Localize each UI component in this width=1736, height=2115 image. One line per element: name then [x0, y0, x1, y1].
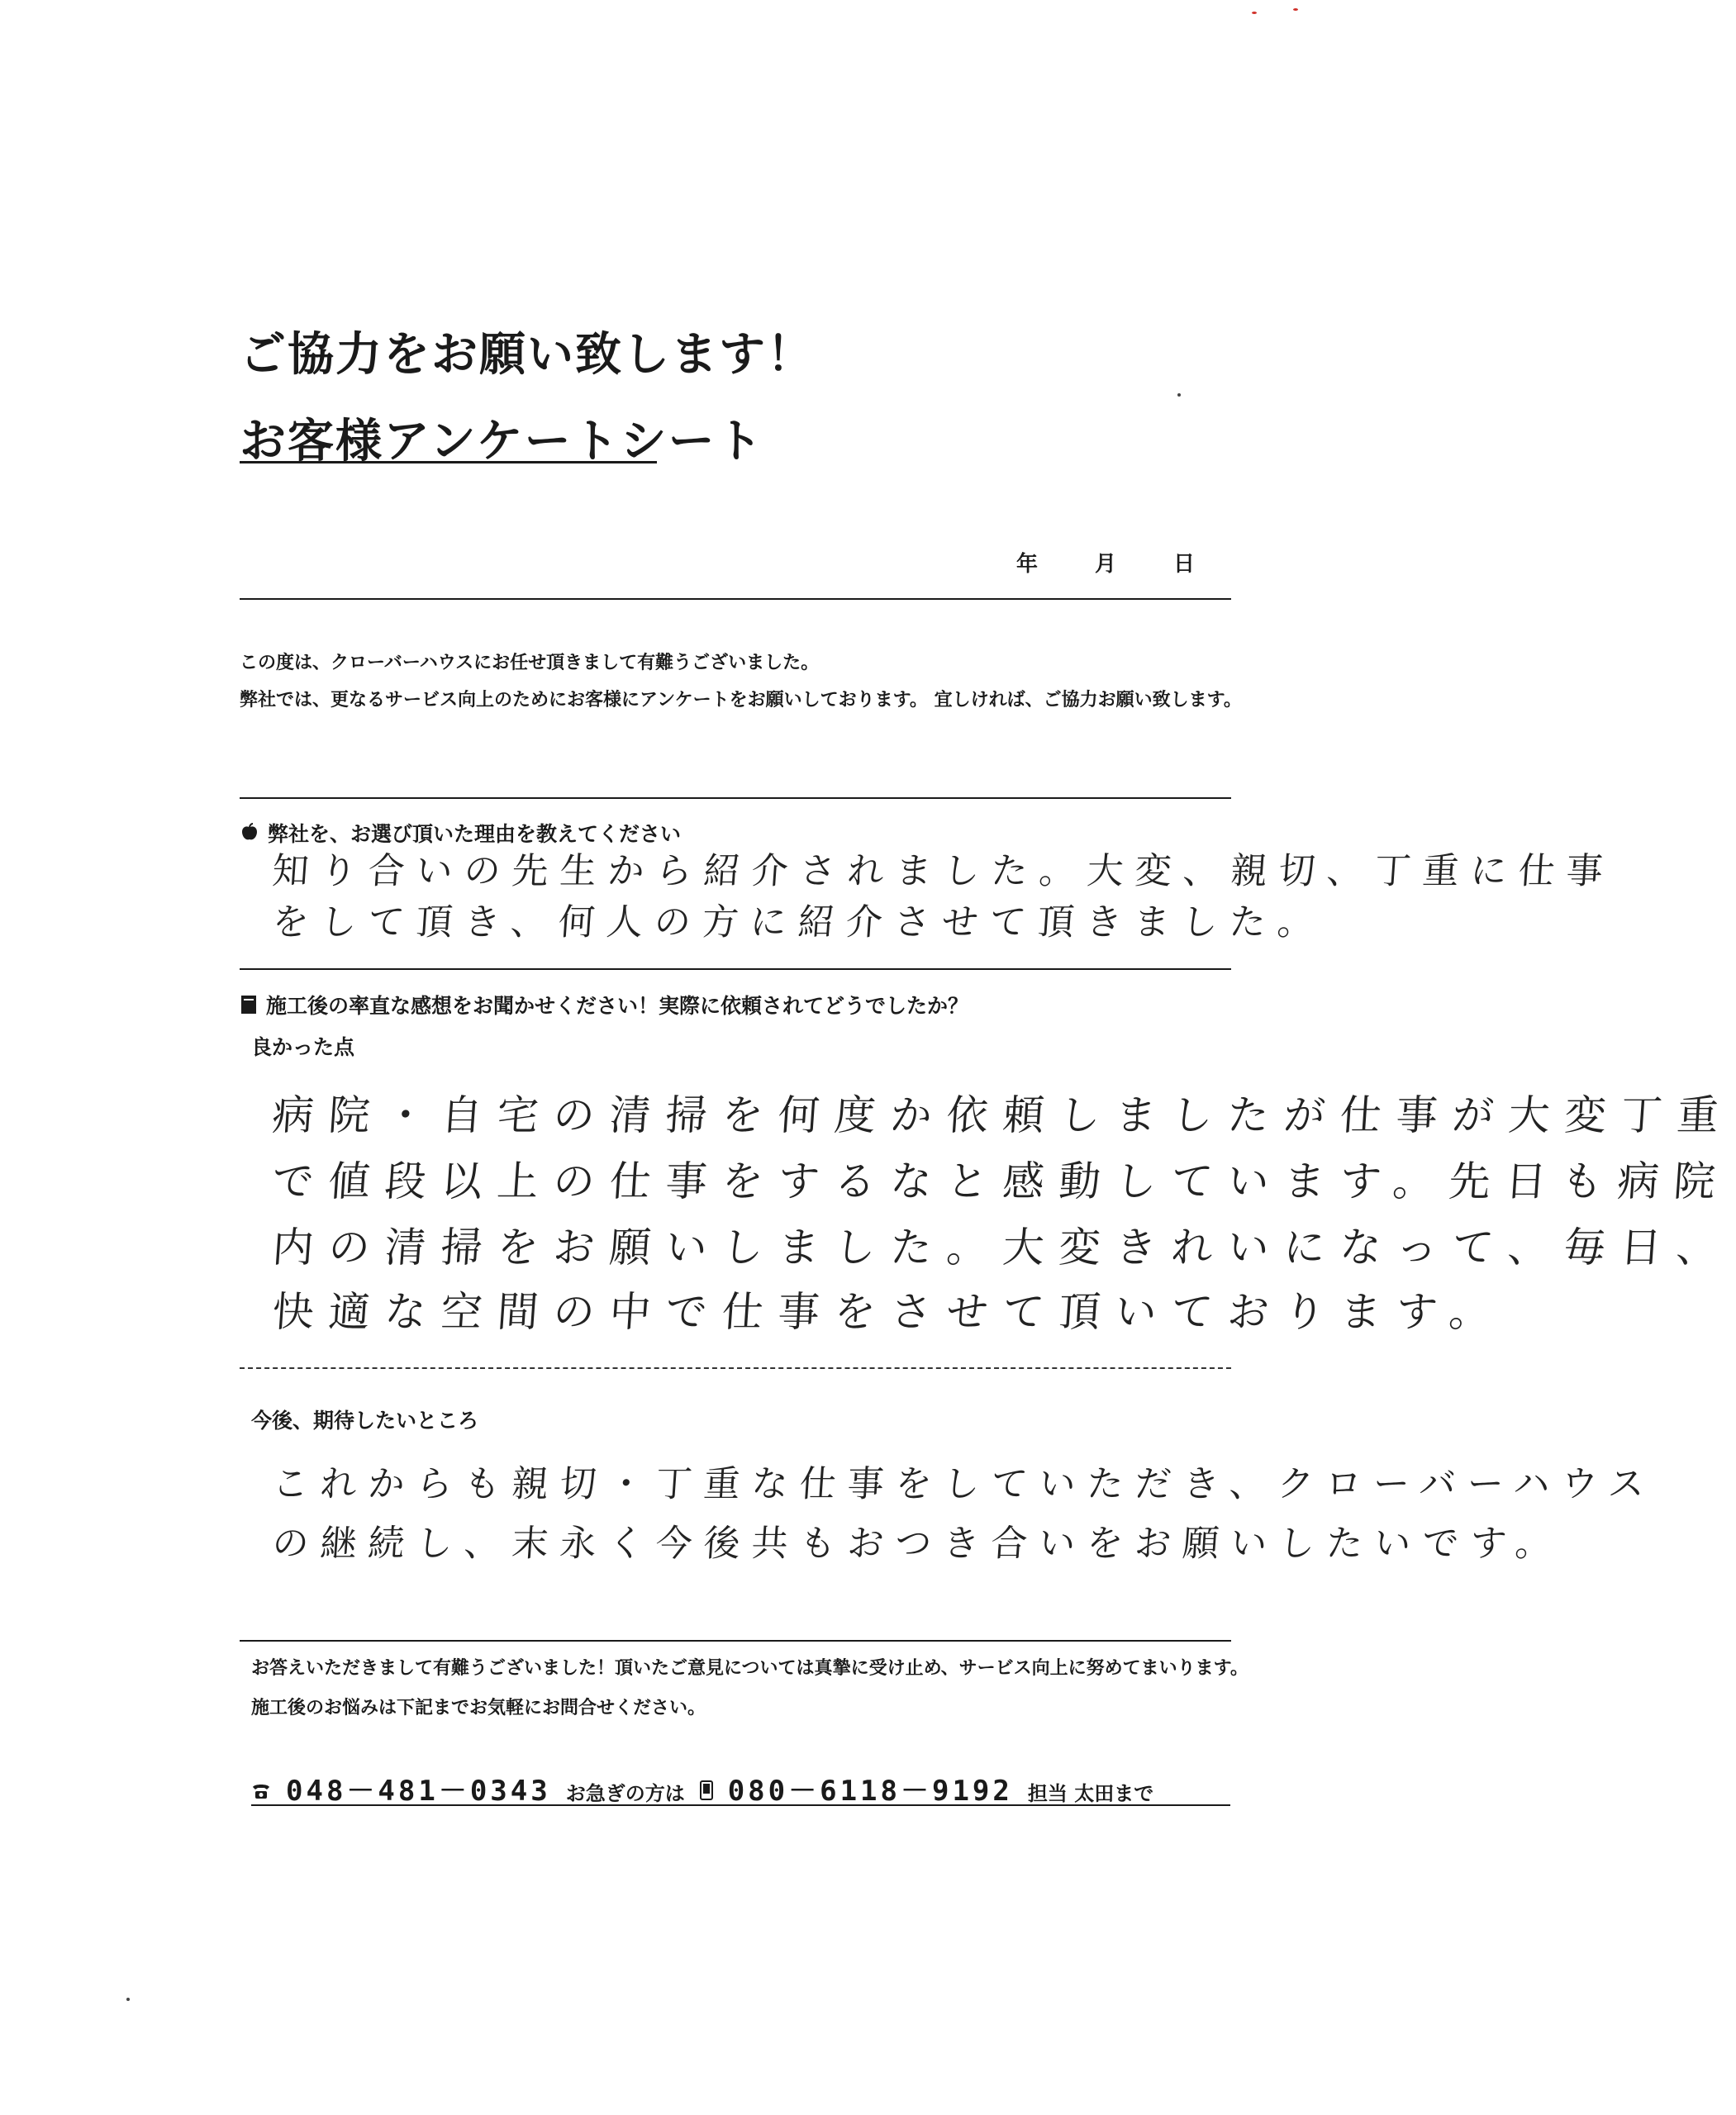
scan-speck — [1177, 393, 1181, 397]
section-divider — [240, 968, 1231, 970]
scan-speck — [1252, 12, 1257, 14]
survey-title-line2: お客様アンケートシート — [240, 415, 764, 468]
urgent-label: お急ぎの方は — [565, 1782, 685, 1805]
scan-speck — [126, 1998, 130, 2001]
q1-answer-line1: 知り合いの先生から紹介されました。大変、親切、丁重に仕事 — [270, 850, 1616, 892]
q1-question: 弊社を、お選び頂いた理由を教えてください — [268, 822, 682, 846]
date-month-label: 月 — [1095, 552, 1117, 577]
intro-line1: この度は、クローバーハウスにお任せ頂きまして有難うございました。 — [240, 653, 820, 673]
footer-divider — [240, 1640, 1231, 1642]
contact-underline — [251, 1804, 1230, 1806]
dashed-divider — [240, 1367, 1231, 1369]
intro-line2: 弊社では、更なるサービス向上のためにお客様にアンケートをお願いしております。 宜しければ、ご協力お願い致します。 — [240, 690, 1242, 711]
q3-answer-line1: これからも親切・丁重な仕事をしていただき、クローバーハウス — [270, 1463, 1658, 1505]
apple-icon — [240, 823, 259, 843]
footer-contact-note: 施工後のお悩みは下記までお気軽にお問合せください。 — [251, 1698, 706, 1718]
q3-answer-line2: の継続し、末永く今後共もおつき合いをお願いしたいです。 — [270, 1523, 1565, 1565]
phone-icon — [251, 1782, 271, 1800]
good-points-label: 良かった点 — [251, 1035, 355, 1059]
phone-number[interactable]: 048－481－0343 — [286, 1775, 551, 1808]
section-divider — [240, 797, 1231, 799]
q2-question: 施工後の率直な感想をお聞かせください！実際に依頼されてどうでしたか？ — [266, 994, 969, 1018]
date-year-label: 年 — [1016, 552, 1039, 577]
mobile-icon — [700, 1780, 713, 1800]
scan-speck — [1293, 8, 1298, 11]
q1-answer-line2: をして頂き、何人の方に紹介させて頂きました。 — [270, 901, 1327, 943]
notebook-icon — [240, 995, 258, 1015]
contact-row — [251, 1768, 1153, 1808]
title-underline — [240, 461, 657, 463]
q2-answer-line1: 病院・自宅の清掃を何度か依頼しましたが仕事が大変丁重 — [270, 1091, 1735, 1139]
q2-heading — [240, 990, 968, 1019]
survey-title-line1: ご協力をお願い致します！ — [240, 328, 815, 382]
date-day-label: 日 — [1173, 552, 1196, 577]
footer-thanks: お答えいただきまして有難うございました！頂いたご意見については真摯に受け止め、サービス向上に努めてまいります。 — [251, 1658, 1248, 1679]
q2-answer-line2: で値段以上の仕事をするなと感動しています。先日も病院 — [270, 1157, 1732, 1205]
mobile-number[interactable]: 080－6118－9192 — [727, 1775, 1013, 1808]
q2-answer-line3: 内の清掃をお願いしました。大変きれいになって、毎日、 — [270, 1224, 1734, 1271]
q3-question: 今後、期待したいところ — [251, 1409, 479, 1433]
q2-answer-line4: 快適な空間の中で仕事をさせて頂いております。 — [270, 1288, 1507, 1336]
date-divider — [240, 598, 1231, 600]
contact-person: 担当 太田まで — [1027, 1782, 1154, 1805]
